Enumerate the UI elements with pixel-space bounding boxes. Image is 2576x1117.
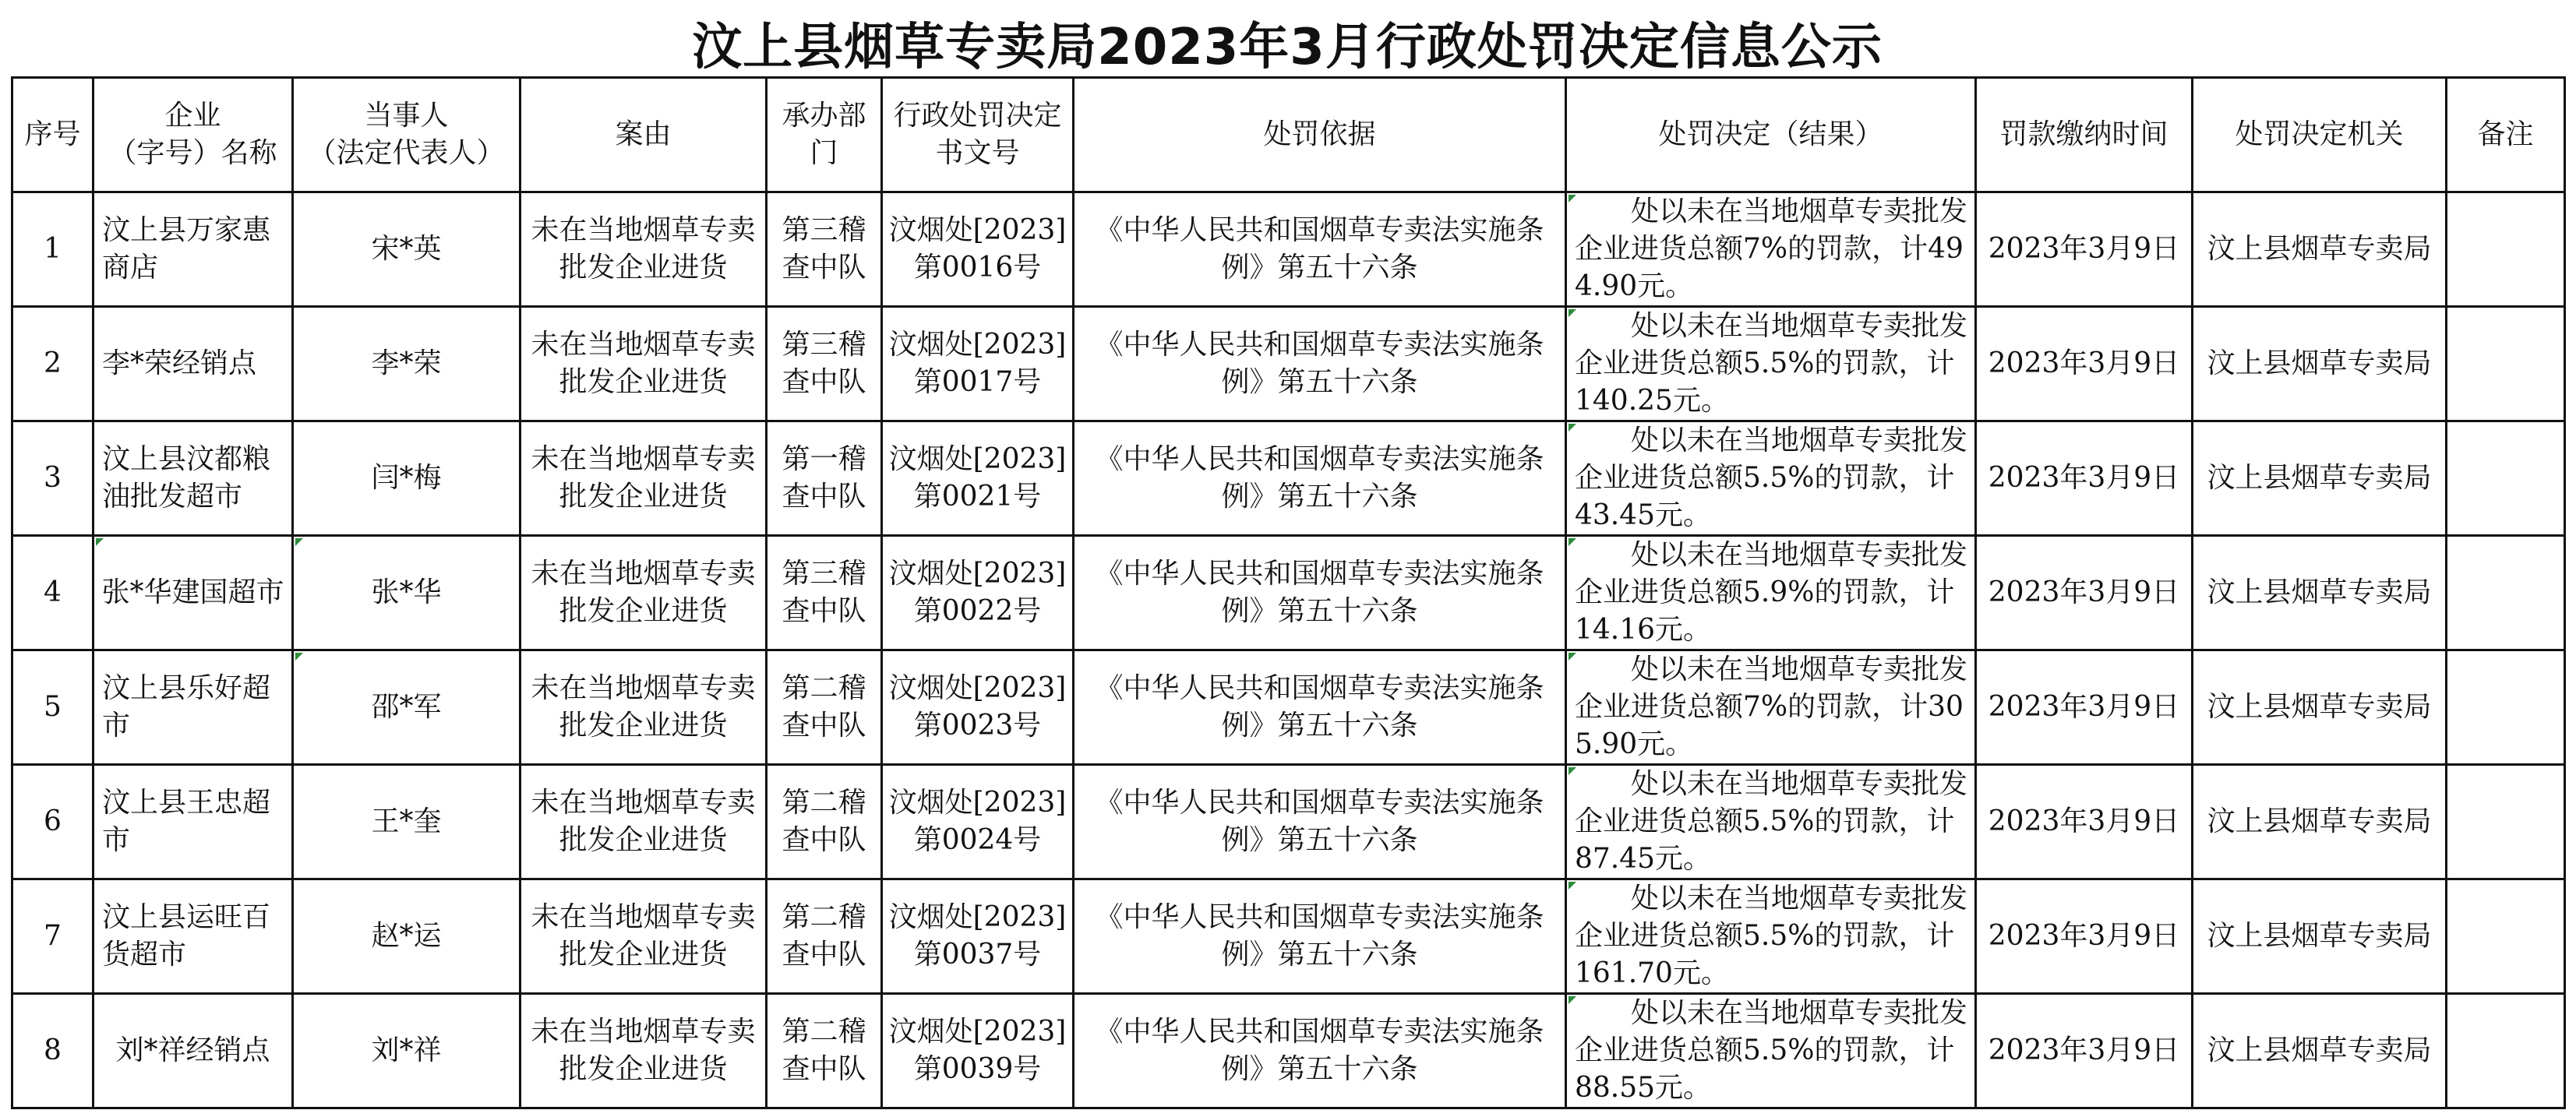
table-row [12, 421, 2565, 536]
cell-docno[interactable]: 汶烟处[2023]第0016号 [882, 192, 1074, 307]
cell-dept[interactable]: 第一稽查中队 [767, 421, 882, 536]
page-title: 汶上县烟草专卖局2023年3月行政处罚决定信息公示 [692, 19, 1883, 76]
cell-docno[interactable]: 汶烟处[2023]第0037号 [882, 879, 1074, 994]
table-row [12, 536, 2565, 650]
header-pay-time[interactable]: 罚款缴纳时间 [1976, 78, 2193, 192]
cell-party[interactable]: 闫*梅 [293, 421, 520, 536]
cell-basis[interactable]: 《中华人民共和国烟草专卖法实施条例》第五十六条 [1074, 879, 1566, 994]
cell-company[interactable]: 汶上县万家惠商店 [94, 192, 293, 307]
cell-pay-time[interactable]: 2023年3月9日 [1976, 307, 2193, 421]
cell-authority[interactable]: 汶上县烟草专卖局 [2193, 994, 2447, 1108]
cell-basis[interactable]: 《中华人民共和国烟草专卖法实施条例》第五十六条 [1074, 192, 1566, 307]
cell-seq[interactable]: 6 [12, 765, 94, 879]
cell-result[interactable]: 处以未在当地烟草专卖批发企业进货总额7%的罚款，计494.90元。 [1566, 192, 1976, 307]
cell-company[interactable]: 汶上县汶都粮油批发超市 [94, 421, 293, 536]
cell-seq[interactable]: 2 [12, 307, 94, 421]
cell-seq[interactable]: 1 [12, 192, 94, 307]
cell-remark[interactable] [2447, 307, 2565, 421]
cell-result[interactable]: 处以未在当地烟草专卖批发企业进货总额5.5%的罚款，计87.45元。 [1566, 765, 1976, 879]
table-row [12, 879, 2565, 994]
cell-dept[interactable]: 第三稽查中队 [767, 307, 882, 421]
cell-cause[interactable]: 未在当地烟草专卖批发企业进货 [520, 421, 767, 536]
cell-authority[interactable]: 汶上县烟草专卖局 [2193, 650, 2447, 765]
cell-pay-time[interactable]: 2023年3月9日 [1976, 192, 2193, 307]
header-docno[interactable]: 行政处罚决定 书文号 [882, 78, 1074, 192]
cell-seq[interactable]: 4 [12, 536, 94, 650]
table-row [12, 307, 2565, 421]
cell-remark[interactable] [2447, 879, 2565, 994]
cell-pay-time[interactable]: 2023年3月9日 [1976, 650, 2193, 765]
penalty-table [11, 76, 2566, 1109]
cell-party[interactable]: 宋*英 [293, 192, 520, 307]
header-cause[interactable]: 案由 [520, 78, 767, 192]
cell-remark[interactable] [2447, 765, 2565, 879]
cell-party[interactable]: 赵*运 [293, 879, 520, 994]
header-dept[interactable]: 承办部 门 [767, 78, 882, 192]
cell-result[interactable]: 处以未在当地烟草专卖批发企业进货总额7%的罚款，计305.90元。 [1566, 650, 1976, 765]
cell-authority[interactable]: 汶上县烟草专卖局 [2193, 421, 2447, 536]
cell-pay-time[interactable]: 2023年3月9日 [1976, 536, 2193, 650]
cell-docno[interactable]: 汶烟处[2023]第0039号 [882, 994, 1074, 1108]
cell-dept[interactable]: 第三稽查中队 [767, 536, 882, 650]
cell-cause[interactable]: 未在当地烟草专卖批发企业进货 [520, 765, 767, 879]
cell-pay-time[interactable]: 2023年3月9日 [1976, 994, 2193, 1108]
cell-result[interactable]: 处以未在当地烟草专卖批发企业进货总额5.5%的罚款，计88.55元。 [1566, 994, 1976, 1108]
header-party[interactable]: 当事人 （法定代表人） [293, 78, 520, 192]
cell-company[interactable]: 李*荣经销点 [94, 307, 293, 421]
cell-dept[interactable]: 第二稽查中队 [767, 879, 882, 994]
cell-authority[interactable]: 汶上县烟草专卖局 [2193, 192, 2447, 307]
cell-cause[interactable]: 未在当地烟草专卖批发企业进货 [520, 536, 767, 650]
table-row [12, 765, 2565, 879]
cell-docno[interactable]: 汶烟处[2023]第0022号 [882, 536, 1074, 650]
cell-cause[interactable]: 未在当地烟草专卖批发企业进货 [520, 192, 767, 307]
table-row [12, 192, 2565, 307]
cell-party[interactable]: 李*荣 [293, 307, 520, 421]
cell-dept[interactable]: 第二稽查中队 [767, 765, 882, 879]
cell-authority[interactable]: 汶上县烟草专卖局 [2193, 307, 2447, 421]
cell-result[interactable]: 处以未在当地烟草专卖批发企业进货总额5.5%的罚款，计43.45元。 [1566, 421, 1976, 536]
cell-basis[interactable]: 《中华人民共和国烟草专卖法实施条例》第五十六条 [1074, 421, 1566, 536]
cell-remark[interactable] [2447, 994, 2565, 1108]
header-row [12, 78, 2565, 192]
cell-basis[interactable]: 《中华人民共和国烟草专卖法实施条例》第五十六条 [1074, 307, 1566, 421]
cell-party[interactable]: 王*奎 [293, 765, 520, 879]
cell-party[interactable]: 张*华 [293, 536, 520, 650]
cell-remark[interactable] [2447, 421, 2565, 536]
header-company[interactable]: 企业 （字号）名称 [94, 78, 293, 192]
cell-result[interactable]: 处以未在当地烟草专卖批发企业进货总额5.5%的罚款，计140.25元。 [1566, 307, 1976, 421]
table-row [12, 650, 2565, 765]
cell-company[interactable]: 刘*祥经销点 [94, 994, 293, 1108]
cell-company[interactable]: 汶上县王忠超市 [94, 765, 293, 879]
cell-basis[interactable]: 《中华人民共和国烟草专卖法实施条例》第五十六条 [1074, 994, 1566, 1108]
cell-remark[interactable] [2447, 650, 2565, 765]
cell-authority[interactable]: 汶上县烟草专卖局 [2193, 536, 2447, 650]
cell-authority[interactable]: 汶上县烟草专卖局 [2193, 765, 2447, 879]
cell-docno[interactable]: 汶烟处[2023]第0023号 [882, 650, 1074, 765]
cell-seq[interactable]: 7 [12, 879, 94, 994]
cell-cause[interactable]: 未在当地烟草专卖批发企业进货 [520, 994, 767, 1108]
cell-docno[interactable]: 汶烟处[2023]第0024号 [882, 765, 1074, 879]
cell-cause[interactable]: 未在当地烟草专卖批发企业进货 [520, 650, 767, 765]
cell-company[interactable]: 汶上县运旺百货超市 [94, 879, 293, 994]
cell-cause[interactable]: 未在当地烟草专卖批发企业进货 [520, 879, 767, 994]
cell-dept[interactable]: 第三稽查中队 [767, 192, 882, 307]
table-row [12, 994, 2565, 1108]
cell-basis[interactable]: 《中华人民共和国烟草专卖法实施条例》第五十六条 [1074, 765, 1566, 879]
header-basis[interactable]: 处罚依据 [1074, 78, 1566, 192]
cell-seq[interactable]: 8 [12, 994, 94, 1108]
cell-company[interactable]: 张*华建国超市 [94, 536, 293, 650]
cell-dept[interactable]: 第二稽查中队 [767, 994, 882, 1108]
cell-remark[interactable] [2447, 192, 2565, 307]
cell-result[interactable]: 处以未在当地烟草专卖批发企业进货总额5.9%的罚款，计14.16元。 [1566, 536, 1976, 650]
cell-party[interactable]: 刘*祥 [293, 994, 520, 1108]
cell-seq[interactable]: 5 [12, 650, 94, 765]
header-seq[interactable]: 序号 [12, 78, 94, 192]
cell-docno[interactable]: 汶烟处[2023]第0017号 [882, 307, 1074, 421]
cell-pay-time[interactable]: 2023年3月9日 [1976, 879, 2193, 994]
header-remark[interactable]: 备注 [2447, 78, 2565, 192]
cell-remark[interactable] [2447, 536, 2565, 650]
cell-seq[interactable]: 3 [12, 421, 94, 536]
header-result[interactable]: 处罚决定（结果） [1566, 78, 1976, 192]
cell-authority[interactable]: 汶上县烟草专卖局 [2193, 879, 2447, 994]
cell-result[interactable]: 处以未在当地烟草专卖批发企业进货总额5.5%的罚款，计161.70元。 [1566, 879, 1976, 994]
cell-dept[interactable]: 第二稽查中队 [767, 650, 882, 765]
cell-basis[interactable]: 《中华人民共和国烟草专卖法实施条例》第五十六条 [1074, 536, 1566, 650]
cell-company[interactable]: 汶上县乐好超市 [94, 650, 293, 765]
cell-cause[interactable]: 未在当地烟草专卖批发企业进货 [520, 307, 767, 421]
header-authority[interactable]: 处罚决定机关 [2193, 78, 2447, 192]
cell-pay-time[interactable]: 2023年3月9日 [1976, 765, 2193, 879]
cell-pay-time[interactable]: 2023年3月9日 [1976, 421, 2193, 536]
cell-party[interactable]: 邵*军 [293, 650, 520, 765]
cell-docno[interactable]: 汶烟处[2023]第0021号 [882, 421, 1074, 536]
cell-basis[interactable]: 《中华人民共和国烟草专卖法实施条例》第五十六条 [1074, 650, 1566, 765]
